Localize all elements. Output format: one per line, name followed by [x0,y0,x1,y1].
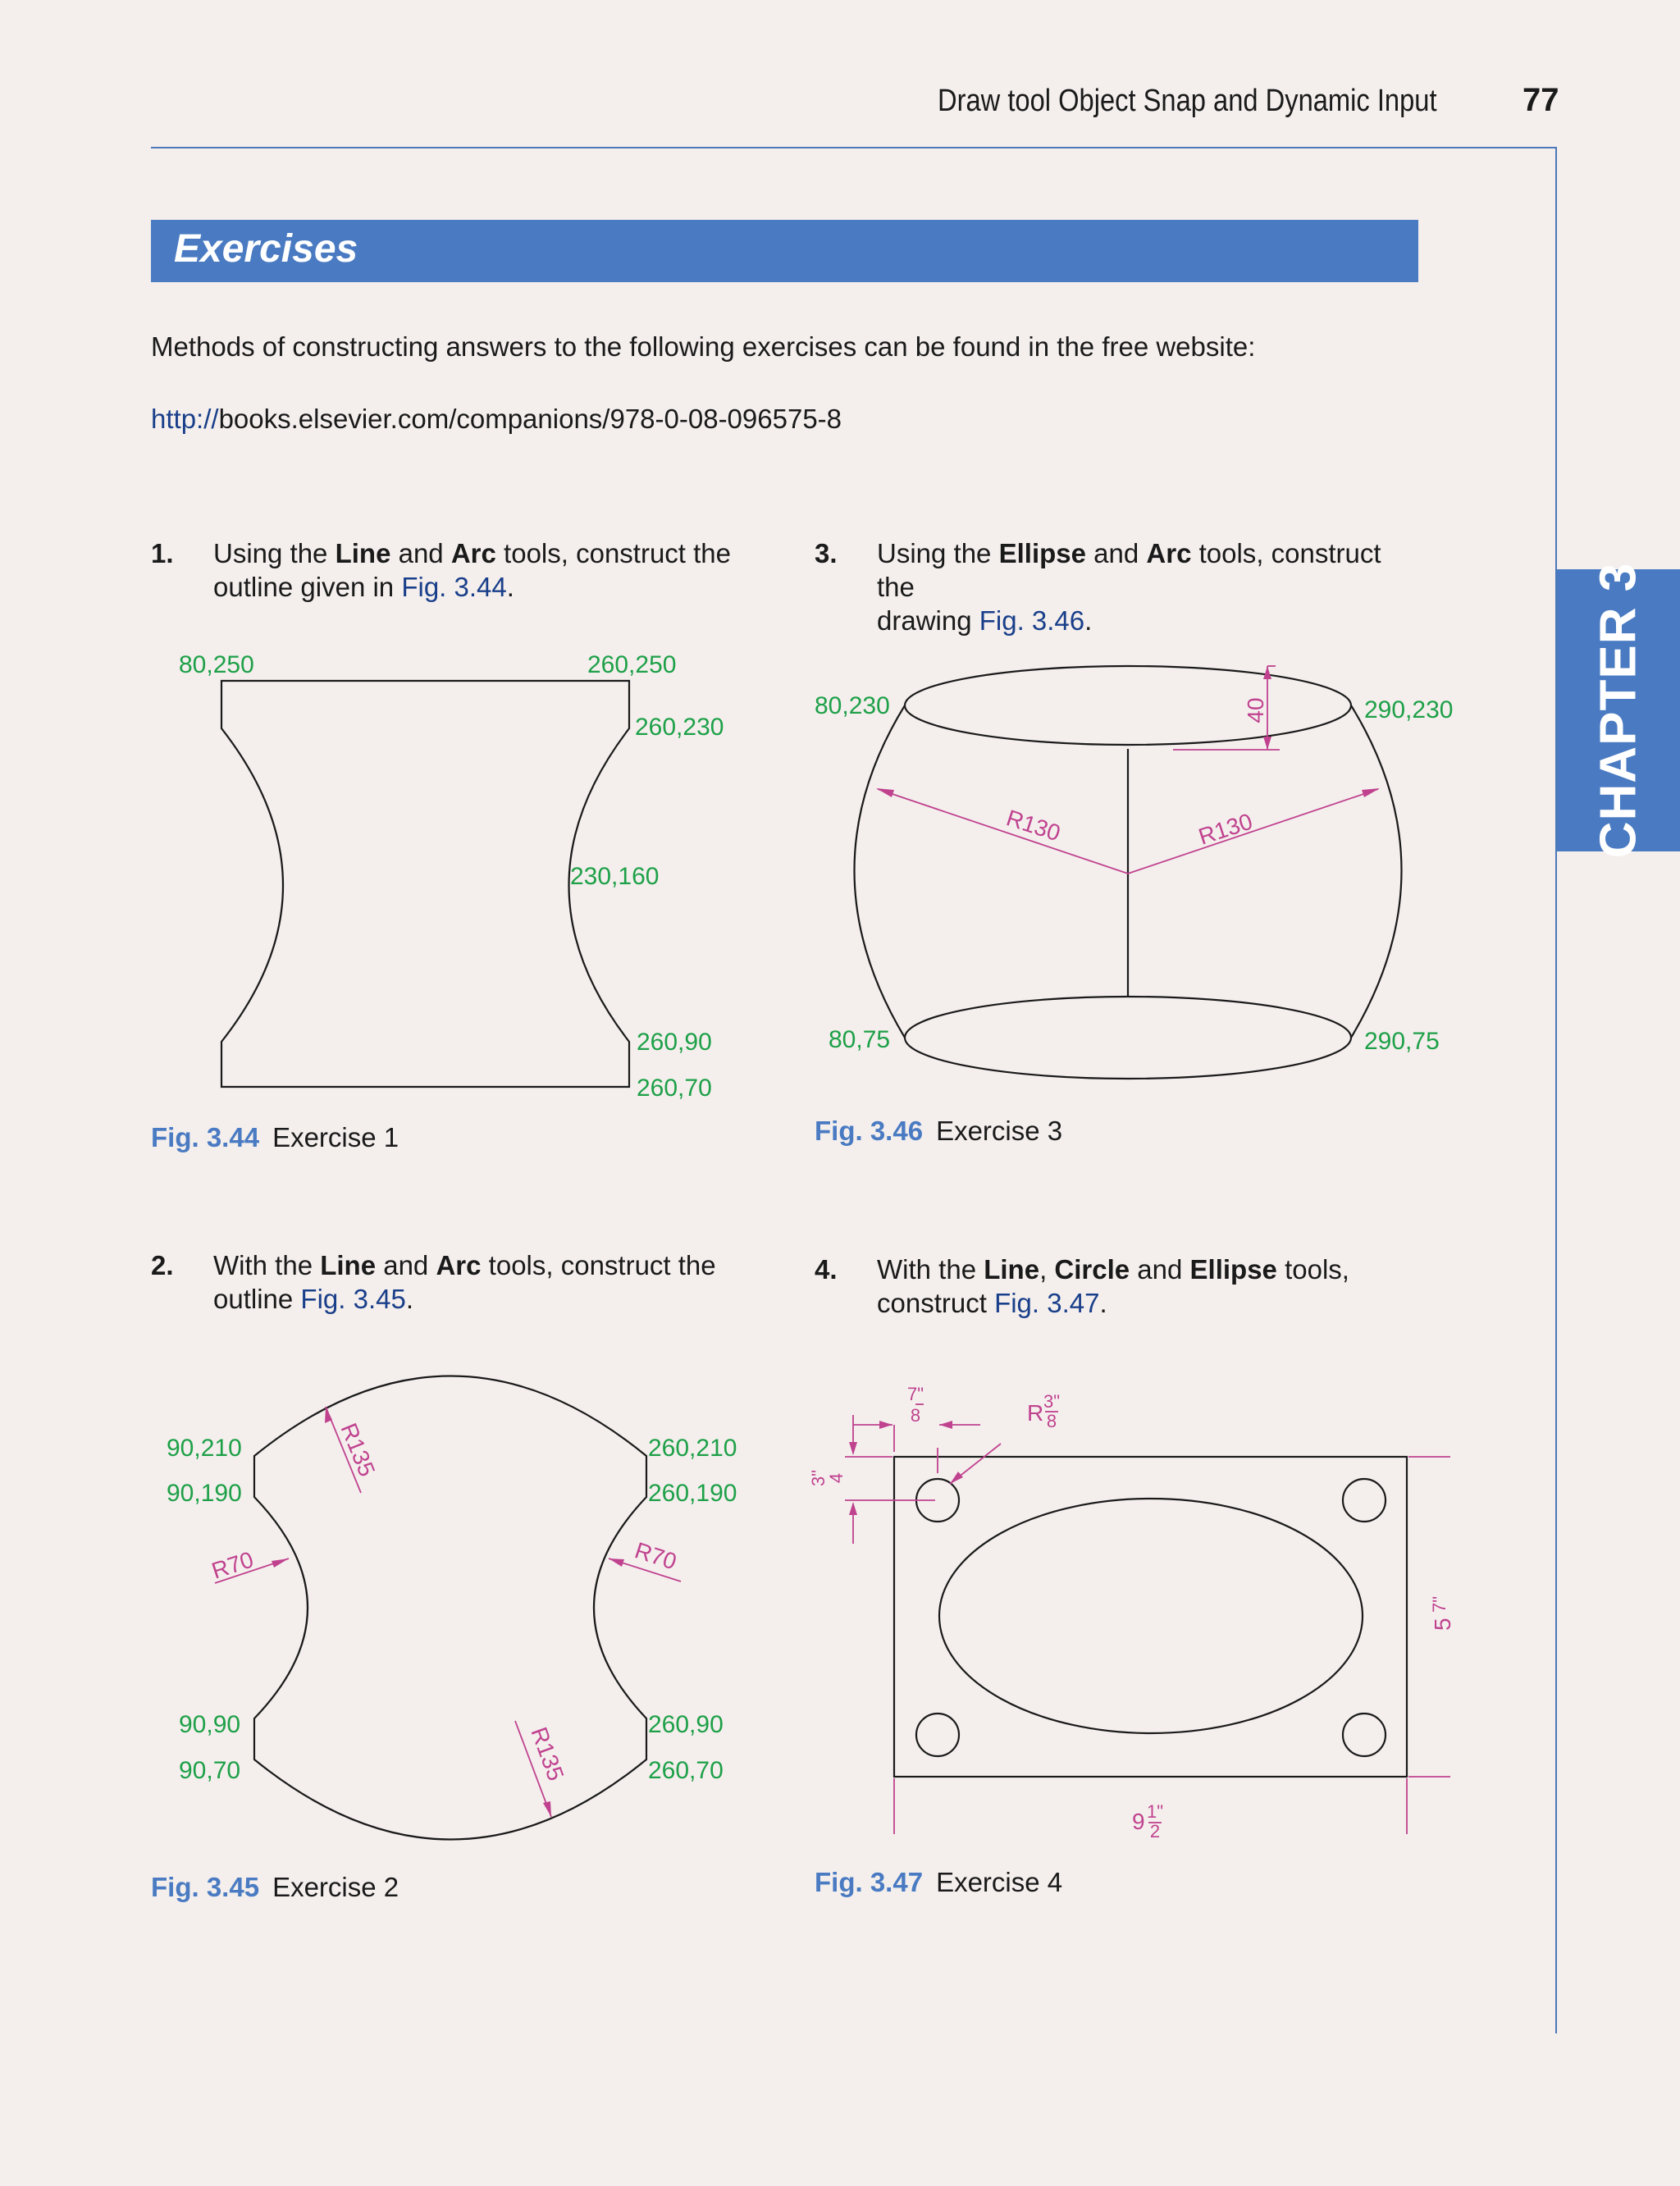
coord-label: 260,70 [637,1075,712,1102]
hole-top-right [1343,1479,1386,1522]
dim-label: 1" [1146,1801,1164,1822]
dim-label: R70 [632,1537,680,1575]
hole-bottom-right [1343,1714,1386,1756]
caption-fig-3-47: Fig. 3.47 Exercise 4 [815,1867,1063,1897]
left-arc [855,705,906,1038]
fig-3-46-drawing [815,666,1453,1079]
plate-outline [894,1457,1407,1777]
caption-fig-3-44: Fig. 3.44 Exercise 1 [151,1122,399,1152]
exercise-text: With the Line and Arc tools, construct the outline Fig. 3.45. [213,1250,716,1314]
fig-link[interactable]: Fig. 3.47 [994,1288,1100,1318]
coord-label: 260,90 [648,1711,724,1738]
dim-label: R135 [526,1723,569,1784]
coord-label: 80,75 [829,1026,891,1053]
coord-label: 90,190 [167,1480,242,1507]
dim-label: 7" [1429,1595,1449,1613]
coord-label: 290,75 [1364,1028,1440,1055]
dim-label: 4 [826,1472,847,1484]
url-path[interactable]: books.elsevier.com/companions/978-0-08-096575-8 [218,404,842,434]
page-number: 77 [1522,82,1559,118]
fig-link[interactable]: Fig. 3.45 [300,1284,406,1314]
coord-label: 80,250 [179,651,254,678]
dim-label: 40 [1243,697,1268,723]
exercise-text: Using the Ellipse and Arc tools, construct the drawing Fig. 3.46. [877,538,1381,636]
exercise-text: Using the Line and Arc tools, construct the outline given in Fig. 3.44. [213,538,732,602]
bottom-ellipse [905,997,1351,1079]
fig-link[interactable]: Fig. 3.46 [979,605,1085,636]
url-protocol[interactable]: http:// [151,404,219,434]
coord-label: 260,230 [635,714,724,741]
fig-3-47-drawing [808,1384,1455,1841]
coord-label: 80,230 [815,692,890,719]
fig-3-44-outline [221,681,629,1087]
dim-label: R70 [208,1546,257,1584]
coord-label: 90,210 [167,1435,242,1462]
dim-label: 3" [808,1469,829,1487]
exercise-text: With the Line, Circle and Ellipse tools, construct Fig. 3.47. [877,1254,1349,1318]
running-header: Draw tool Object Snap and Dynamic Input [938,84,1437,118]
fig-link[interactable]: Fig. 3.44 [401,572,507,602]
hole-bottom-left [916,1714,959,1756]
coord-label: 90,90 [179,1711,241,1738]
dim-label: R135 [336,1419,381,1481]
center-ellipse [939,1499,1363,1733]
caption-fig-3-45: Fig. 3.45 Exercise 2 [151,1872,399,1902]
coord-label: 260,210 [648,1435,737,1462]
dim-label: R130 [1195,808,1256,850]
coord-label: 260,250 [587,651,677,678]
dim-label: 9 [1132,1809,1145,1834]
exercise-number: 2. [151,1250,174,1280]
caption-fig-3-46: Fig. 3.46 Exercise 3 [815,1116,1063,1146]
dim-label: 3" [1043,1391,1061,1412]
dim-label: R130 [1003,805,1064,847]
coord-label: 290,230 [1364,696,1454,723]
chapter-tab-label: CHAPTER 3 [1590,562,1647,859]
coord-label: 230,160 [570,863,660,890]
dim-label: 5 [1430,1618,1455,1631]
dim-label: R [1027,1400,1044,1426]
coord-label: 260,190 [648,1480,737,1507]
dim-label: 8 [1046,1411,1057,1431]
fig-3-44-drawing [179,651,724,1102]
dim-label: 7" [906,1384,924,1404]
fig-3-45-outline [254,1376,646,1840]
exercise-number: 1. [151,538,174,568]
coord-label: 260,90 [637,1029,712,1056]
right-arc [1351,705,1402,1038]
top-ellipse [905,666,1351,745]
intro-text: Methods of constructing answers to the following exercises can be found in the free website: [151,331,1256,362]
exercise-number: 3. [815,538,838,568]
section-title: Exercises [174,227,358,271]
fig-3-45-drawing [167,1376,737,1840]
exercise-number: 4. [815,1254,838,1285]
coord-label: 260,70 [648,1757,724,1784]
coord-label: 90,70 [179,1757,241,1784]
dim-label: 8 [910,1405,921,1426]
dim-label: 2 [1149,1821,1161,1841]
